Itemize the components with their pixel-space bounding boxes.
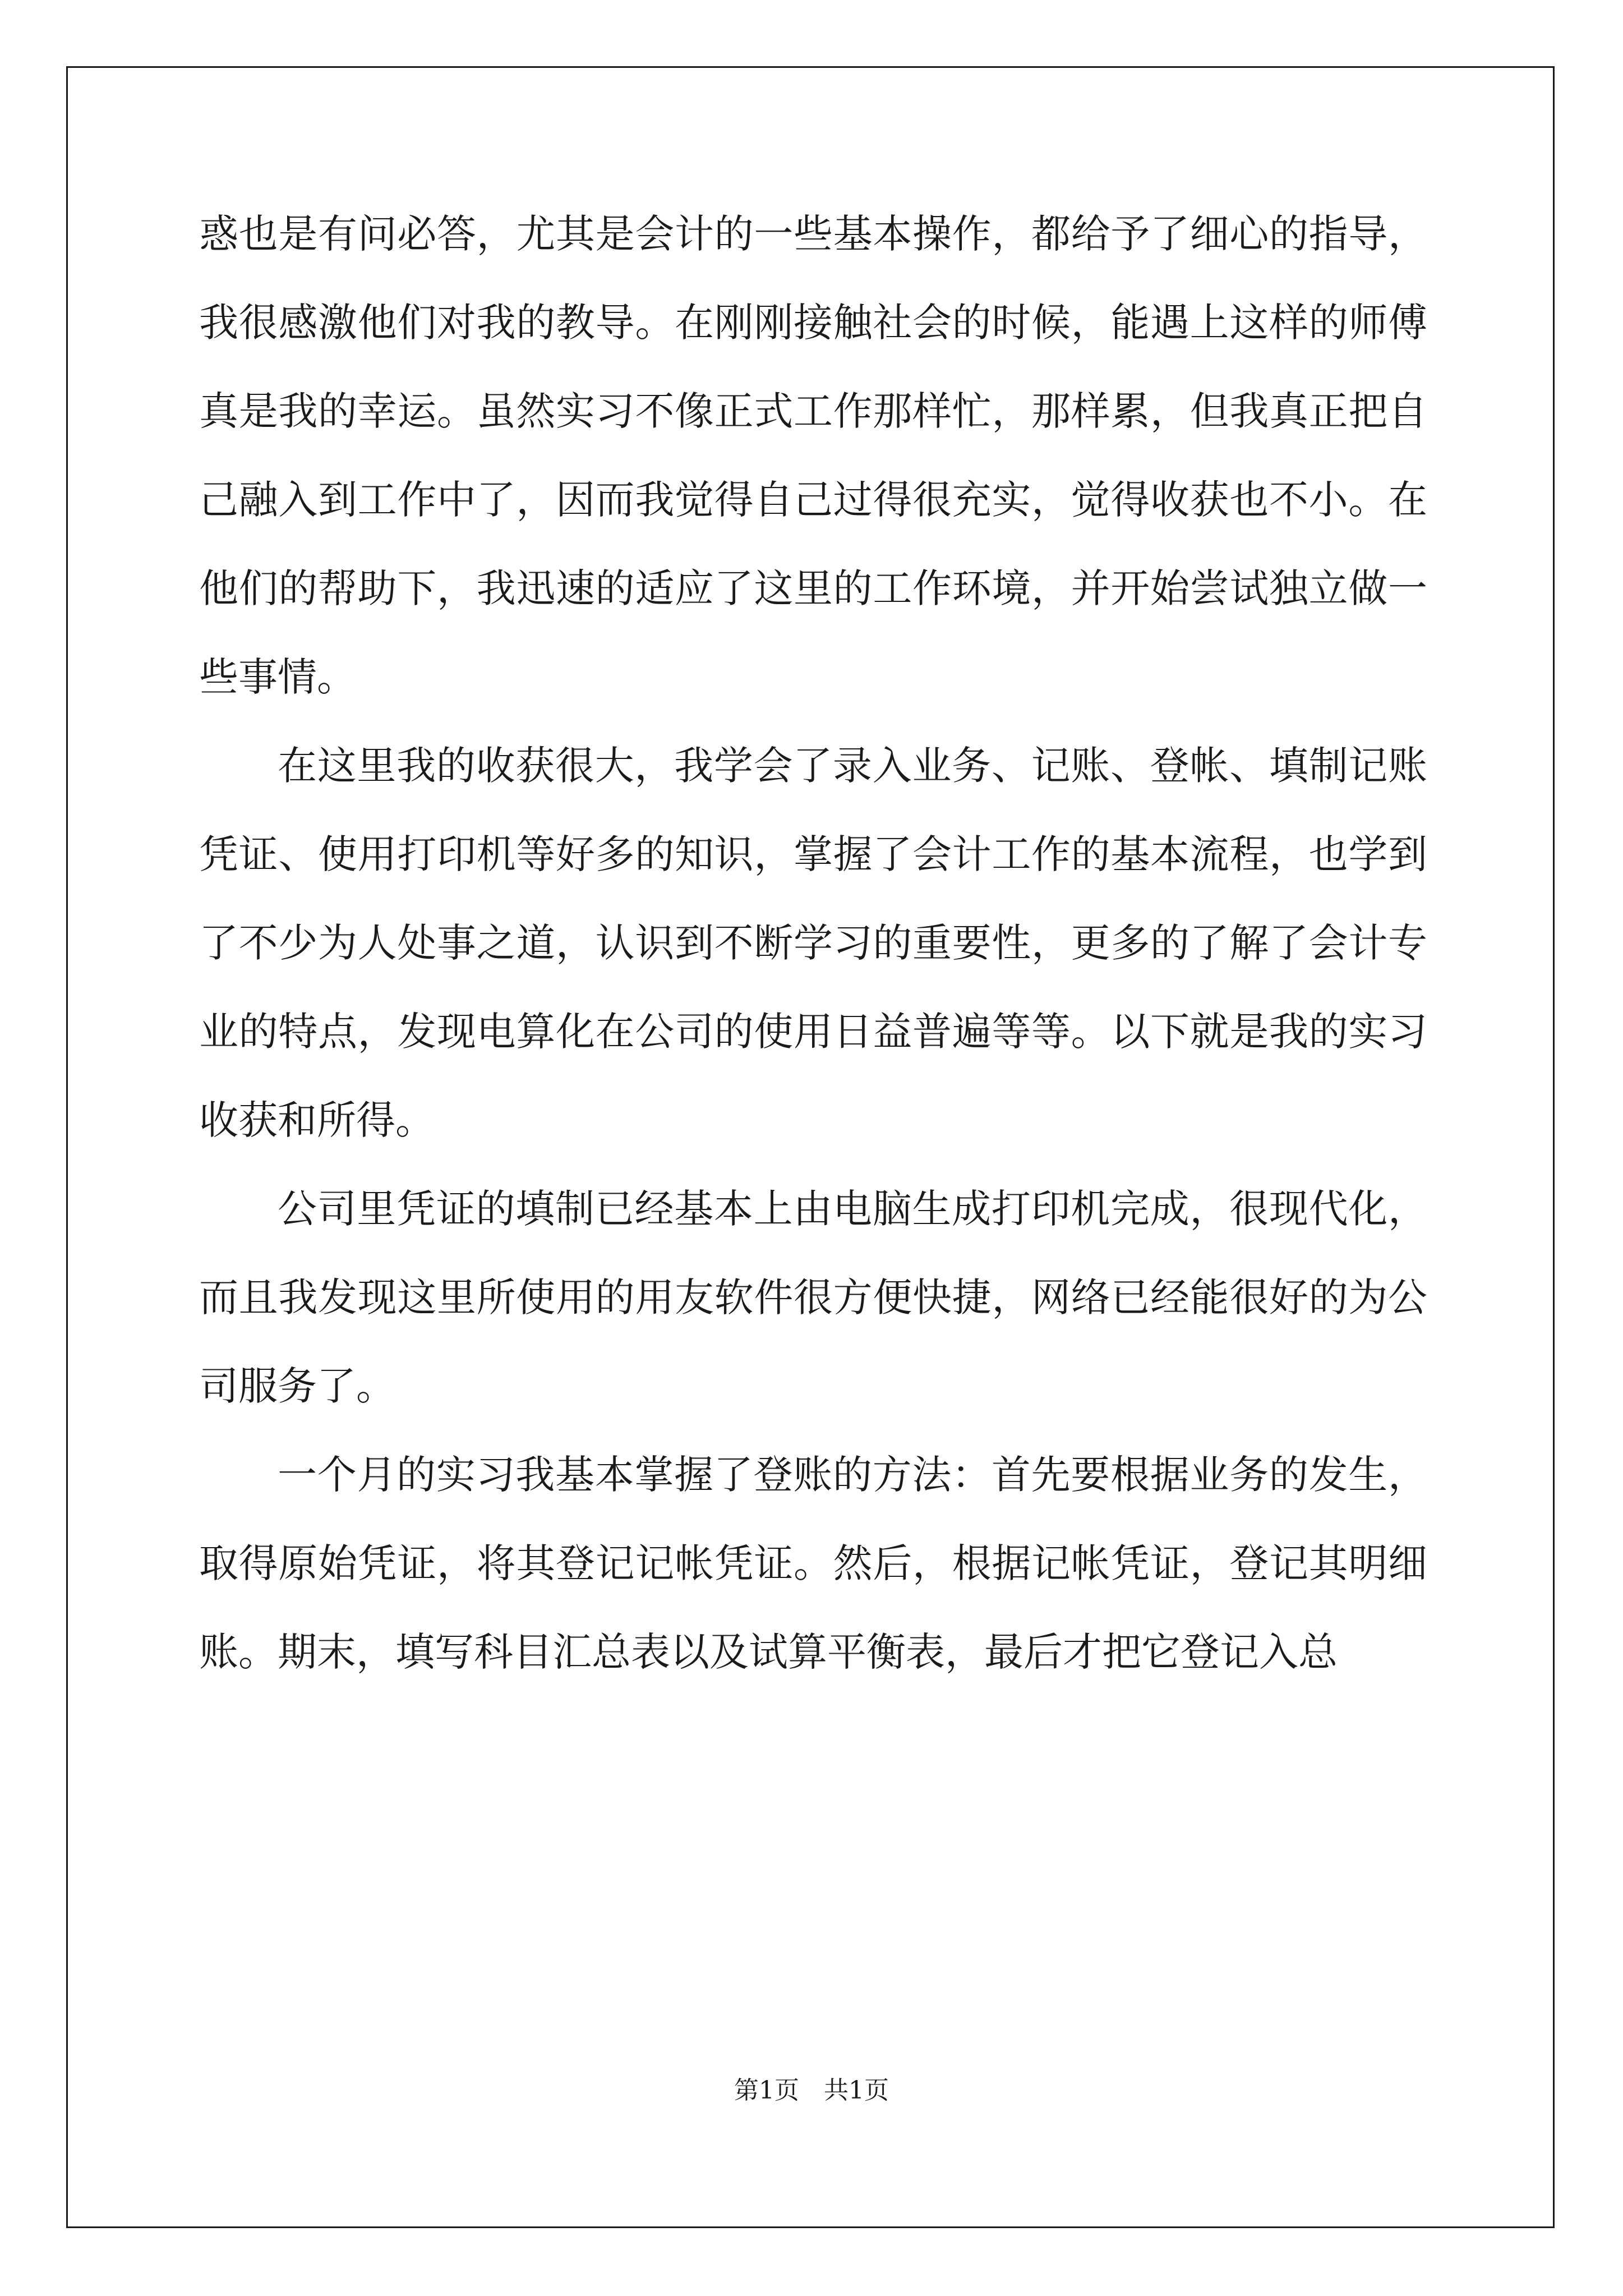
- paragraph-4: 一个月的实习我基本掌握了登账的方法：首先要根据业务的发生，取得原始凭证，将其登记记帐凭证。然后，根据记帐凭证，登记其明细账。期末，填写科目汇总表以及试算平衡表，最后才把它登记入总: [199, 1452, 1427, 1675]
- paragraph-1: 惑也是有问必答，尤其是会计的一些基本操作，都给予了细心的指导，我很感激他们对我的教导。在刚刚接触社会的时候，能遇上这样的师傅真是我的幸运。虽然实习不像正式工作那样忙，那样累，但我真正把自己融入到工作中了，因而我觉得自己过得很充实，觉得收获也不小。在他们的帮助下，我迅速的适应了这里的工作环境，并开始尝试独立做一些事情。: [199, 211, 1427, 700]
- paragraph-3: 公司里凭证的填制已经基本上由电脑生成打印机完成，很现代化，而且我发现这里所使用的用友软件很方便快捷，网络已经能很好的为公司服务了。: [199, 1186, 1427, 1409]
- page-footer: 第1页 共1页: [734, 2076, 889, 2105]
- paragraph-2: 在这里我的收获很大，我学会了录入业务、记账、登帐、填制记账凭证、使用打印机等好多的知识，掌握了会计工作的基本流程，也学到了不少为人处事之道，认识到不断学习的重要性，更多的了解了会计专业的特点，发现电算化在公司的使用日益普遍等等。以下就是我的实习收获和所得。: [199, 743, 1427, 1143]
- document-body: [199, 190, 1427, 1696]
